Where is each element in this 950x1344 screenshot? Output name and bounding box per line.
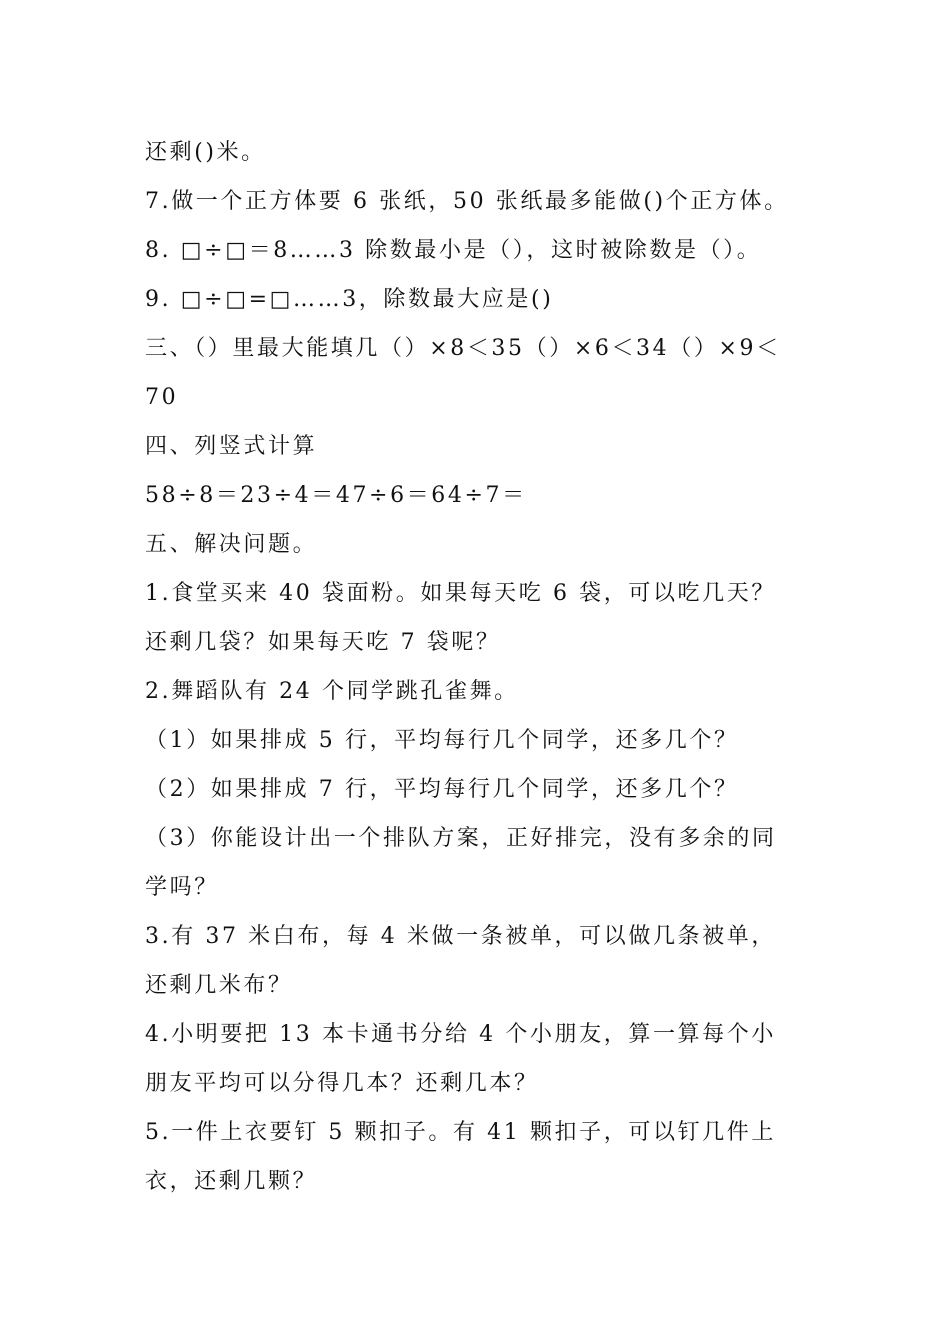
text-line: 朋友平均可以分得几本？还剩几本？	[145, 1071, 539, 1096]
question-7: 7.做一个正方体要 6 张纸，50 张纸最多能做()个正方体。	[145, 189, 789, 214]
text-line: 还剩几米布？	[145, 973, 293, 998]
text-line: 衣，还剩几颗？	[145, 1169, 318, 1194]
problem-2: 2.舞蹈队有 24 个同学跳孔雀舞。	[145, 679, 519, 704]
section-3-heading: 三、（）里最大能填几（）×8＜35（）×6＜34（）×9＜	[145, 336, 781, 361]
problem-2-part-3: （3）你能设计出一个排队方案，正好排完，没有多余的同	[145, 826, 777, 851]
text-line: 还剩()米。	[145, 140, 266, 165]
section-5-heading: 五、解决问题。	[145, 532, 318, 557]
text-line: 70	[145, 385, 179, 410]
problem-4: 4.小明要把 13 本卡通书分给 4 个小朋友，算一算每个小	[145, 1022, 776, 1047]
section-4-heading: 四、列竖式计算	[145, 434, 318, 459]
text-line: 还剩几袋？如果每天吃 7 袋呢？	[145, 630, 501, 655]
problem-2-part-2: （2）如果排成 7 行，平均每行几个同学，还多几个？	[145, 777, 739, 802]
question-8: 8. □÷□＝8……3 除数最小是（），这时被除数是（）。	[145, 238, 762, 263]
document-body	[145, 128, 825, 1206]
question-9: 9. □÷□=□……3，除数最大应是()	[145, 287, 554, 312]
text-line: 学吗？	[145, 875, 219, 900]
problem-3: 3.有 37 米白布，每 4 米做一条被单，可以做几条被单，	[145, 924, 776, 949]
problem-1: 1.食堂买来 40 袋面粉。如果每天吃 6 袋，可以吃几天？	[145, 581, 776, 606]
division-problems: 58÷8＝23÷4＝47÷6＝64÷7＝	[145, 483, 527, 508]
problem-2-part-1: （1）如果排成 5 行，平均每行几个同学，还多几个？	[145, 728, 739, 753]
problem-5: 5.一件上衣要钉 5 颗扣子。有 41 颗扣子，可以钉几件上	[145, 1120, 776, 1145]
